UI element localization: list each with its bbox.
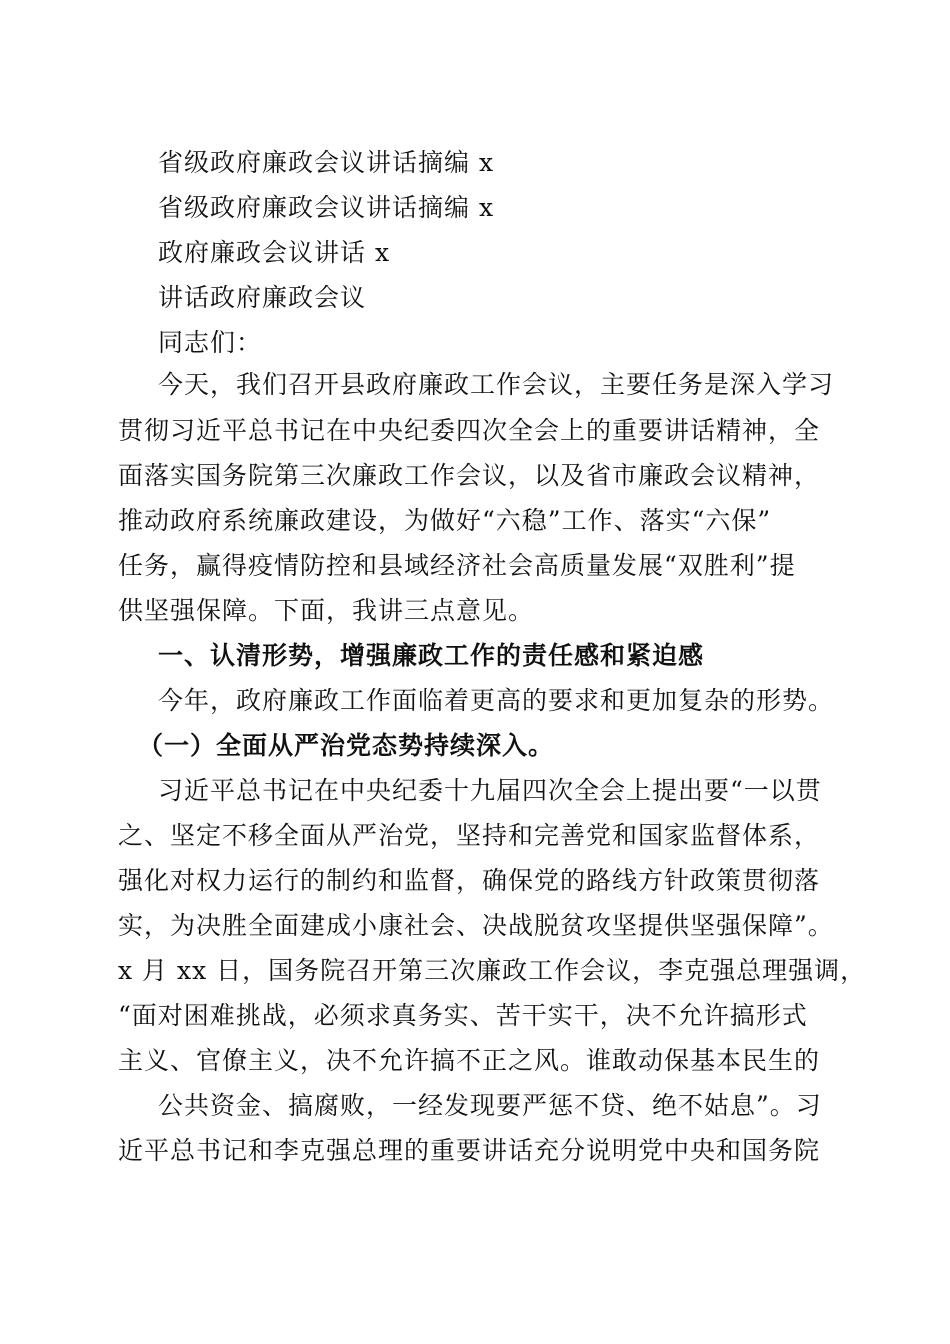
section-1-heading: 一、认清形势，增强廉政工作的责任感和紧迫感 xyxy=(158,641,705,670)
intro-line-2: 贯彻习近平总书记在中央纪委四次全会上的重要讲话精神，全 xyxy=(118,416,821,445)
body-line-1: 习近平总书记在中央纪委十九届四次全会上提出要“一以贯 xyxy=(158,776,822,805)
body-line-3: 强化对权力运行的制约和监督，确保党的路线方针政策贯彻落 xyxy=(118,866,821,895)
continuation-line-1: 公共资金、搞腐败，一经发现要严惩不贷、绝不姑息”。习 xyxy=(158,1091,822,1120)
body-line-2: 之、坚定不移全面从严治党，坚持和完善党和国家监督体系， xyxy=(118,821,821,850)
title-line-2: 省级政府廉政会议讲话摘编 x xyxy=(158,193,495,222)
intro-line-4: 推动政府系统廉政建设，为做好“六稳”工作、落实“六保” xyxy=(118,506,772,535)
section-1-intro: 今年，政府廉政工作面临着更高的要求和更加复杂的形势。 xyxy=(158,686,835,715)
intro-line-6: 供坚强保障。下面，我讲三点意见。 xyxy=(118,596,535,625)
intro-line-1: 今天，我们召开县政府廉政工作会议，主要任务是深入学习 xyxy=(158,370,835,399)
title-line-3: 政府廉政会议讲话 x xyxy=(158,238,391,267)
continuation-line-2: 近平总书记和李克强总理的重要讲话充分说明党中央和国务院 xyxy=(118,1136,821,1165)
intro-line-3: 面落实国务院第三次廉政工作会议，以及省市廉政会议精神， xyxy=(118,461,821,490)
title-line-1: 省级政府廉政会议讲话摘编 x xyxy=(158,148,495,177)
salutation: 同志们： xyxy=(158,328,263,357)
subsection-1-heading: （一）全面从严治党态势持续深入。 xyxy=(138,731,555,760)
title-line-4: 讲话政府廉政会议 xyxy=(158,283,367,312)
intro-line-5: 任务，赢得疫情防控和县域经济社会高质量发展“双胜利”提 xyxy=(118,551,796,580)
body-line-7: 主义、官僚主义，决不允许搞不正之风。谁敢动保基本民生的 xyxy=(118,1046,821,1075)
body-line-4: 实，为决胜全面建成小康社会、决战脱贫攻坚提供坚强保障”。 xyxy=(118,911,834,940)
body-line-5: x 月 xx 日，国务院召开第三次廉政工作会议，李克强总理强调， xyxy=(118,956,867,985)
body-line-6: “面对困难挑战，必须求真务实、苦干实干，决不允许搞形式 xyxy=(118,1001,808,1030)
